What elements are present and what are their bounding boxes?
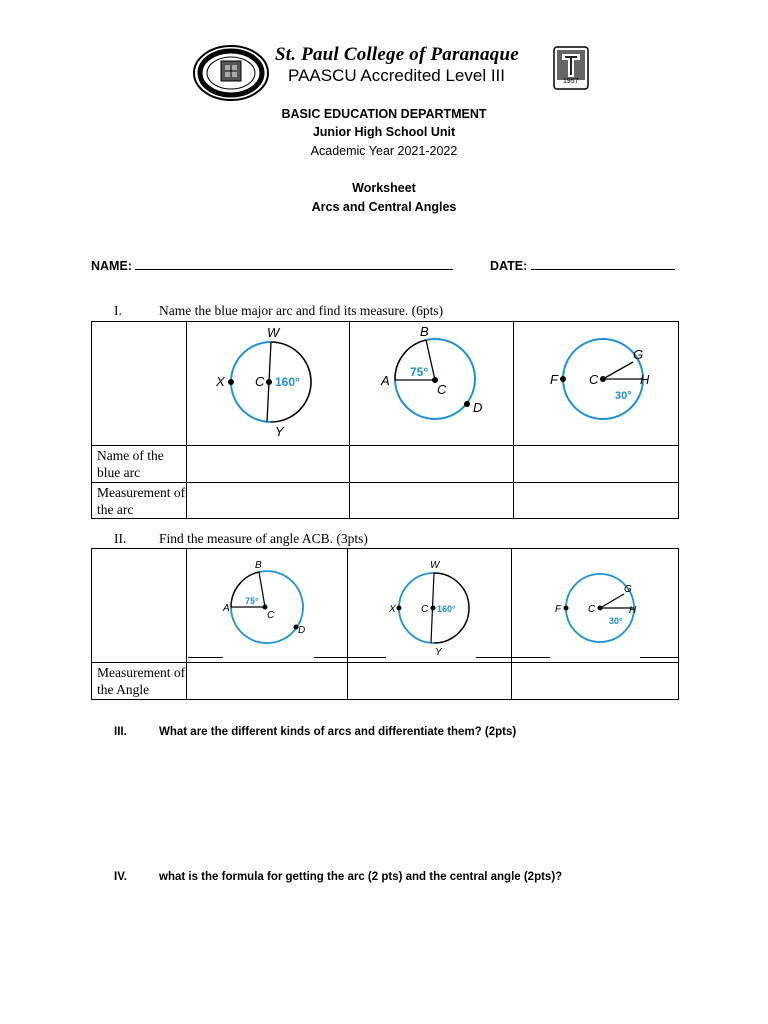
label-w: W [430, 560, 440, 571]
school-name: St. Paul College of Paranaque [275, 44, 519, 65]
date-label: DATE: [490, 259, 528, 273]
row-label-angle-measure: Measurement of the Angle [92, 663, 187, 700]
label-d: D [298, 625, 306, 636]
part1-blank-cell [92, 322, 187, 446]
answer-cell[interactable] [187, 483, 350, 519]
badge-year: 1957 [563, 78, 579, 85]
part2-figure-cell-3 [512, 549, 679, 663]
label-c: C [588, 604, 596, 615]
label-c: C [267, 610, 275, 621]
label-h: H [640, 372, 650, 387]
part1-number: I. [114, 303, 122, 318]
worksheet-title: Worksheet [352, 181, 416, 195]
part3-number: III. [114, 726, 127, 738]
part3-question: What are the different kinds of arcs and differentiate them? (2pts) [159, 726, 517, 738]
part4-question: what is the formula for getting the arc (2 pts) and the central angle (2pts)? [159, 871, 563, 883]
name-label: NAME: [91, 259, 132, 273]
name-input-line[interactable] [135, 257, 453, 270]
part2-table [91, 548, 679, 700]
worksheet-subtitle: Arcs and Central Angles [311, 200, 457, 214]
answer-cell[interactable] [514, 483, 679, 519]
angle-label: 160° [275, 375, 300, 389]
answer-cell[interactable] [187, 663, 348, 700]
label-y: Y [275, 424, 284, 439]
part1-figure-cell-2 [350, 322, 514, 446]
answer-cell[interactable] [350, 446, 514, 483]
part2-figure-cell-2 [348, 549, 512, 663]
part1-figure-cell-1 [187, 322, 350, 446]
answer-cell[interactable] [187, 446, 350, 483]
label-b: B [255, 560, 262, 571]
answer-blank-line[interactable] [476, 657, 550, 658]
answer-cell[interactable] [512, 663, 679, 700]
circle-figure-fcgh [514, 322, 678, 440]
label-a: A [223, 603, 230, 614]
answer-cell[interactable] [514, 446, 679, 483]
label-c: C [589, 372, 599, 387]
part1-figure-cell-3 [514, 322, 679, 446]
label-x: X [389, 604, 396, 615]
part2-instruction: Find the measure of angle ACB. (3pts) [159, 531, 368, 546]
label-g: G [624, 584, 632, 595]
department-name: BASIC EDUCATION DEPARTMENT [281, 107, 487, 121]
label-f: F [550, 372, 558, 387]
part4-number: IV. [114, 871, 128, 883]
circle-figure-wyxc [187, 322, 349, 440]
label-c: C [421, 604, 429, 615]
angle-label: 75° [245, 596, 259, 606]
answer-blank-line[interactable] [188, 657, 223, 658]
answer-blank-line[interactable] [640, 657, 679, 658]
part2-blank-cell [92, 549, 187, 663]
academic-year: Academic Year 2021-2022 [310, 144, 458, 158]
label-y: Y [435, 647, 442, 657]
circle-figure-wyxc [348, 549, 511, 657]
date-field[interactable] [490, 257, 675, 273]
label-x: X [216, 374, 225, 389]
part2-number: II. [114, 531, 127, 546]
angle-label: 30° [615, 390, 632, 402]
circle-figure-abcd [350, 322, 513, 440]
label-c: C [437, 382, 447, 397]
part1-instruction: Name the blue major arc and find its measure. (6pts) [159, 303, 444, 318]
label-w: W [267, 325, 280, 340]
label-g: G [633, 347, 644, 362]
circle-figure-abcd [187, 549, 347, 657]
school-seal-logo [192, 44, 270, 102]
angle-label: 75° [410, 365, 429, 379]
label-b: B [420, 324, 429, 339]
accreditation-text: PAASCU Accredited Level III [288, 66, 506, 85]
label-f: F [555, 604, 562, 615]
name-field[interactable] [91, 257, 453, 273]
row-label-arc-measure: Measurement of the arc [92, 483, 187, 519]
angle-label: 160° [437, 604, 456, 614]
label-h: H [629, 605, 637, 616]
label-a: A [381, 373, 390, 388]
angle-label: 30° [609, 616, 623, 626]
answer-cell[interactable] [348, 663, 512, 700]
answer-blank-line[interactable] [314, 657, 386, 658]
answer-cell[interactable] [350, 483, 514, 519]
part1-table [91, 321, 679, 519]
date-input-line[interactable] [531, 257, 675, 270]
row-label-arc-name: Name of the blue arc [92, 446, 187, 483]
unit-name: Junior High School Unit [312, 125, 456, 139]
label-d: D [473, 400, 483, 415]
part2-figure-cell-1 [187, 549, 348, 663]
label-c: C [255, 374, 265, 389]
circle-figure-fcgh [512, 549, 678, 657]
